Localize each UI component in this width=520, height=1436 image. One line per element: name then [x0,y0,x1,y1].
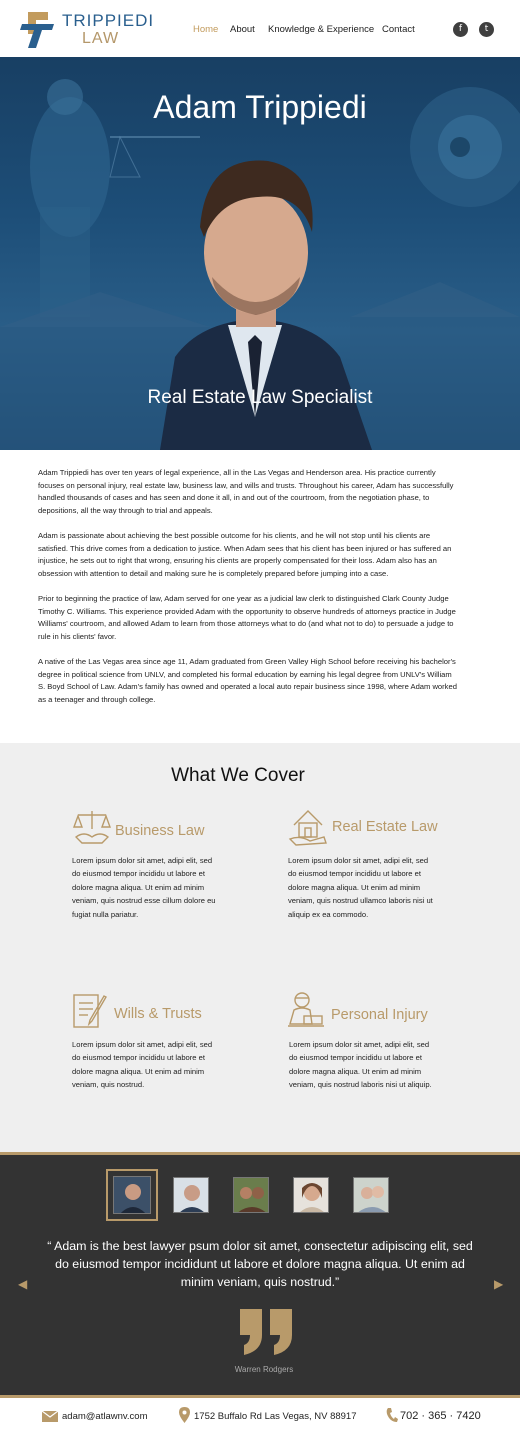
service-title-business-law[interactable]: Business Law [115,823,205,839]
email-icon [42,1411,58,1422]
service-title-personal-injury[interactable]: Personal Injury [331,1007,428,1023]
quote-mark-icon [236,1307,296,1355]
testimonial-thumbnail-4[interactable] [293,1177,329,1213]
service-text-business-law: Lorem ipsum dolor sit amet, adipi elit, sed do eiusmod tempor incididu ut labore et dolore magna aliqua. Ut enim ad minim veniam, quis nostrud esse cillum dolore eu fugiat nulla pariatur. [72,856,216,919]
carousel-next-icon[interactable]: ▶ [494,1277,504,1291]
bio-paragraph: Adam Trippiedi has over ten years of legal experience, all in the Las Vegas and Henderson area. His practice currently focuses on personal injury, real estate law, business law, and wills and trusts. Throughout his career, Adam has successfully handled thousands of cases and has seen and done it all, in and out of the courtroom, from the negotiation phase, to depositions, all the way through to trial and appeals. [38,468,454,515]
service-title-real-estate-law[interactable]: Real Estate Law [332,819,438,835]
hero-subtitle: Real Estate Law Specialist [147,387,373,408]
hero-title: Adam Trippiedi [153,89,367,125]
logo-sub: LAW [82,30,120,47]
carousel-prev-icon[interactable]: ◀ [18,1277,28,1291]
footer-email[interactable]: adam@atlawnv.com [62,1411,148,1422]
location-pin-icon [179,1407,190,1423]
document-pen-icon [72,991,110,1031]
facebook-icon[interactable]: f [453,22,468,37]
twitter-icon[interactable]: t [479,22,494,37]
service-text-wills-trusts: Lorem ipsum dolor sit amet, adipi elit, sed do eiusmod tempor incididu ut labore et dolore magna aliqua. Ut enim ad minim veniam, quis nostrud. [72,1040,213,1090]
testimonial-thumbnail-2[interactable] [173,1177,209,1213]
testimonial-thumbnail-1[interactable] [113,1176,151,1214]
nav-contact[interactable]: Contact [382,24,415,35]
footer-phone[interactable]: 702 · 365 · 7420 [400,1410,481,1422]
scales-handshake-icon [72,807,112,847]
service-text-personal-injury: Lorem ipsum dolor sit amet, adipi elit, sed do eiusmod tempor incididu ut labore et dolore magna aliqua. Ut enim ad minim veniam, quis nostrud laboris nisi ut aliquip. [289,1040,432,1090]
house-hand-icon [288,805,328,847]
nav-about[interactable]: About [230,24,255,35]
bio-paragraph: Adam is passionate about achieving the best possible outcome for his clients, and he will not stop until his clients are satisfied. This drive comes from a dedication to justice. When Adam sees that his client has been injured or has suffered an injustice, he sets out to right that wrong, ensuring his clients are properly compensated for their loss. Adam also has an obsession with attention to detail and making sure he is completely prepared before jumping into a case. [38,530,452,578]
logo-mark-icon [20,8,58,50]
nav-knowledge-experience[interactable]: Knowledge & Experience [268,24,375,35]
services-title: What We Cover [171,765,305,786]
bio-section [38,467,458,719]
service-text-real-estate-law: Lorem ipsum dolor sit amet, adipi elit, sed do eiusmod tempor incididu ut labore et dolore magna aliqua. Ut enim ad minim veniam, quis nostrud ullamco laboris nisi ut aliquip ex ea commodo. [288,856,433,919]
phone-icon [386,1408,398,1423]
bio-paragraph: Prior to beginning the practice of law, Adam served for one year as a judicial law clerk to distinguished Clark County Judge Timothy C. Williams. This experience provided Adam with the opportunity to observe hundreds of attorneys practice in Judge Williams' courtroom, and allowed Adam to learn from those attorneys what to do (and what not to do) to persuade a judge to rule in his clients' favor. [38,593,456,641]
site-header [0,0,520,57]
logo[interactable] [20,8,155,50]
footer-address: 1752 Buffalo Rd Las Vegas, NV 88917 [194,1411,357,1422]
testimonial-thumbnail-3[interactable] [233,1177,269,1213]
services-section [0,743,520,1152]
service-title-wills-trusts[interactable]: Wills & Trusts [114,1006,202,1022]
injured-person-icon [286,990,326,1030]
logo-name: TRIPPIEDI [62,11,155,30]
testimonial-author: Warren Rodgers [234,1365,294,1374]
testimonial-thumbnail-5[interactable] [353,1177,389,1213]
hero-banner [0,57,520,450]
bio-paragraph: A native of the Las Vegas area since age 11, Adam graduated from Green Valley High School before receiving his bachelor's degree in political science from UNLV, and completed his formal education by earning his legal degree from UNLV's William S. Boyd School of Law. Adam's family has owned and operated a local auto repair business since 1998, where Adam worked as a teenager and through college. [38,656,457,704]
nav-home[interactable]: Home [193,24,219,35]
testimonials-section [0,1152,520,1398]
site-footer [0,1398,520,1436]
testimonial-quote: “ Adam is the best lawyer psum dolor sit amet, consectetur adipiscing elit, sed do eiusmod tempor incididunt ut labore et dolore magna aliqua. Ut enim ad minim veniam, quis nostrud.” [47,1239,473,1289]
